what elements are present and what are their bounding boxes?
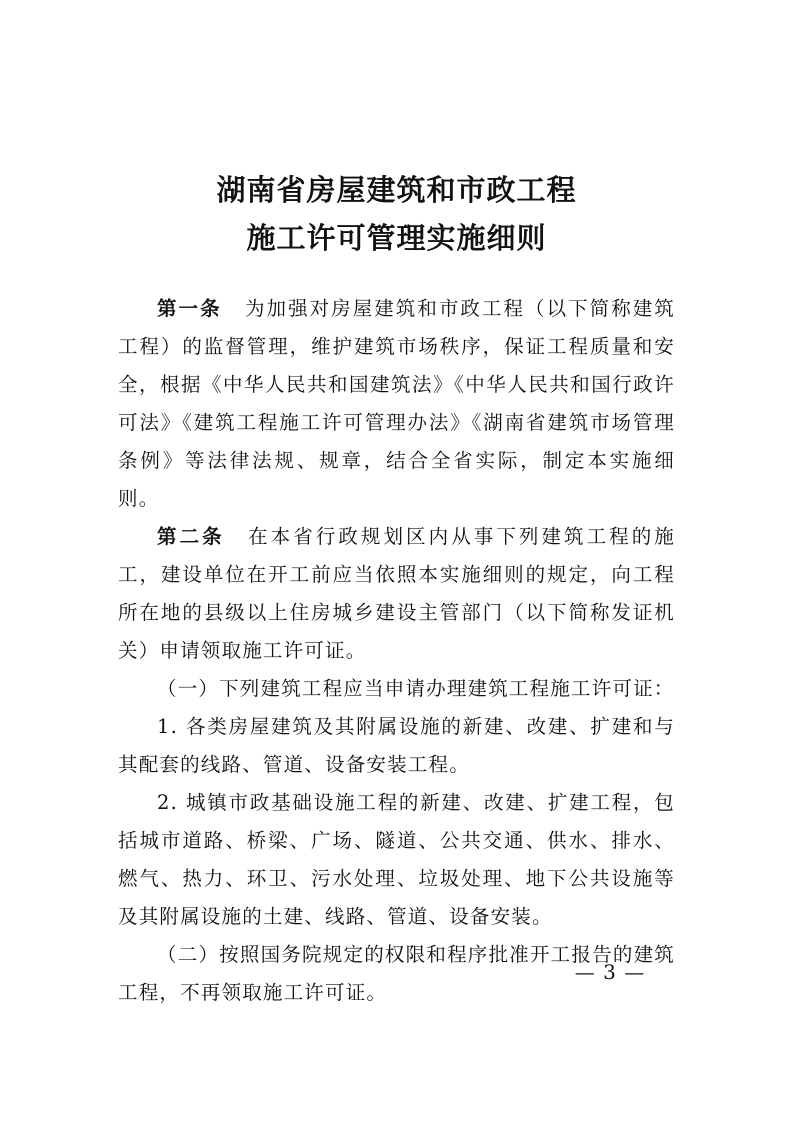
article-1-paragraph: [118, 290, 675, 518]
clause-1-item-1: 1. 各类房屋建筑及其附属设施的新建、改建、扩建和与其配套的线路、管道、设备安装工程。: [118, 715, 675, 776]
clause-2: （二）按照国务院规定的权限和程序批准开工报告的建筑工程，不再领取施工许可证。: [118, 943, 675, 1004]
document-title-line-2: 施工许可管理实施细则: [246, 221, 547, 255]
article-1-text: 为加强对房屋建筑和市政工程（以下简称建筑工程）的监督管理，维护建筑市场秩序，保证工程质量和安全，根据《中华人民共和国建筑法》《中华人民共和国行政许可法》《建筑工程施工许可管理办法》《湖南省建筑市场管理条例》等法律法规、规章，结合全省实际，制定本实施细则。: [118, 297, 675, 510]
clause-1-item-2: 2. 城镇市政基础设施工程的新建、改建、扩建工程，包括城市道路、桥梁、广场、隧道、公共交通、供水、排水、燃气、热力、环卫、污水处理、垃圾处理、地下公共设施等及其附属设施的土建、线路、管道、设备安装。: [118, 791, 675, 928]
article-2-text: 在本省行政规划区内从事下列建筑工程的施工，建设单位在开工前应当依照本实施细则的规定，向工程所在地的县级以上住房城乡建设主管部门（以下简称发证机关）申请领取施工许可证。: [118, 525, 675, 662]
document-title-line-1: 湖南省房屋建筑和市政工程: [216, 173, 577, 207]
article-1-label: 第一条: [157, 297, 222, 320]
article-2-paragraph: [118, 518, 675, 670]
document-body: [118, 290, 675, 1012]
page-number: — 3 —: [574, 960, 646, 984]
clause-1: （一）下列建筑工程应当申请办理建筑工程施工许可证：: [157, 677, 675, 700]
article-2-label: 第二条: [157, 525, 225, 548]
